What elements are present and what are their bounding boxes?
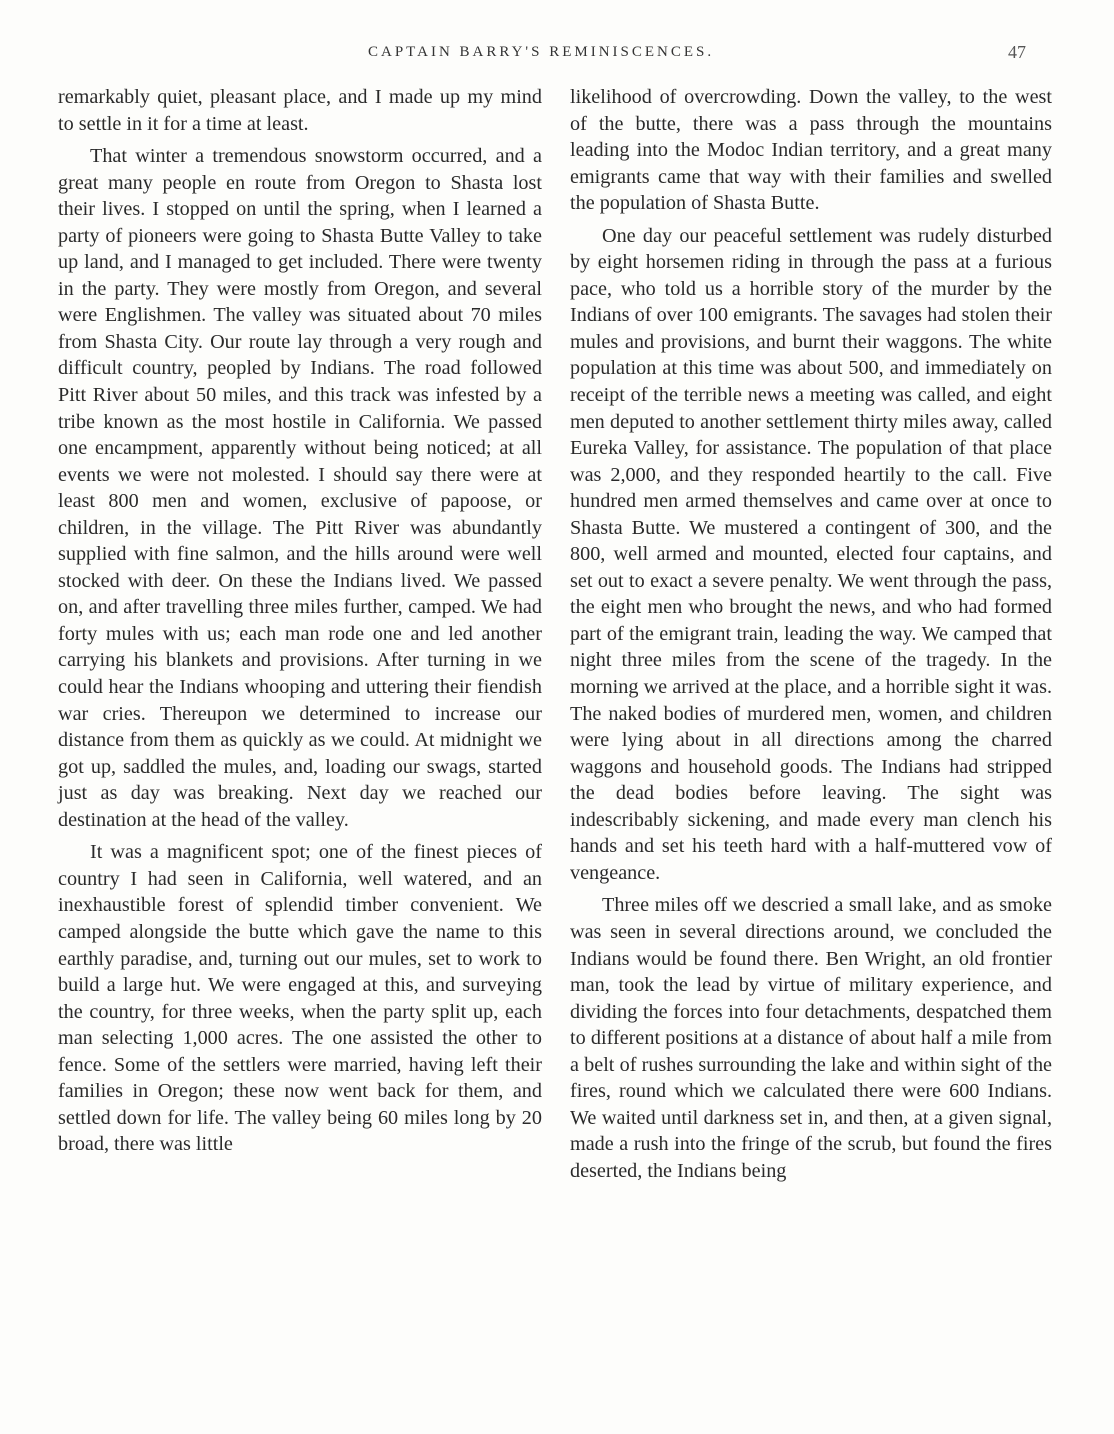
page-number: 47 — [1008, 42, 1026, 62]
paragraph: likelihood of overcrowding. Down the valley, to the west of the butte, there was a pass through the mountains leading into the Modoc Indian territory, and a great many emigrants came that way with their families and swelled the population of Shasta Butte. — [570, 86, 1052, 215]
paragraph: It was a magnificent spot; one of the finest pieces of country I had seen in California, well watered, and an inexhaustible forest of splendid timber convenient. We camped alongside the butte which gave the name to this earthly paradise, and, turning out our mules, set to work to build a large hut. We were engaged at this, and surveying the country, for three weeks, when the party split up, each man selecting 1,000 acres. The one assisted the other to fence. Some of the settlers were married, having left their families in Oregon; these now went back for them, and settled down for life. The valley being 60 miles long by 20 broad, there was little — [58, 841, 542, 1156]
page-header — [0, 38, 1114, 68]
running-title: CAPTAIN BARRY'S REMINISCENCES. — [368, 44, 715, 60]
left-column — [58, 84, 542, 1158]
paragraph: One day our peaceful settlement was rudely disturbed by eight horsemen riding in through the pass at a furious pace, who told us a horrible story of the murder by the Indians of over 100 emigrants. The savages had stolen their mules and provisions, and burnt their waggons. The white population at this time was about 500, and immediately on receipt of the terrible news a meeting was called, and eight men deputed to another settlement thirty miles away, called Eureka Valley, for assistance. The population of that place was 2,000, and they responded heartily to the call. Five hundred men armed themselves and came over at once to Shasta Butte. We mustered a contingent of 300, and the 800, well armed and mounted, elected four captains, and set out to exact a severe penalty. We went through the pass, the eight men who brought the news, and who had formed part of the emigrant train, leading the way. We camped that night three miles from the scene of the tragedy. In the morning we arrived at the place, and a horrible sight it was. The naked bodies of murdered men, women, and children were lying about in all directions among the charred waggons and household goods. The Indians had stripped the dead bodies before leaving. The sight was indescribably sickening, and made every man clench his hands and set his teeth hard with a half-muttered vow of vengeance. — [570, 224, 1052, 884]
paragraph: Three miles off we descried a small lake, and as smoke was seen in several directions around, we concluded the Indians would be found there. Ben Wright, an old frontier man, took the lead by virtue of military experience, and dividing the forces into four detachments, despatched them to different positions at a distance of about half a mile from a belt of rushes surrounding the lake and within sight of the fires, round which we calculated there were 600 Indians. We waited until darkness set in, and then, at a given signal, made a rush into the fringe of the scrub, but found the fires deserted, the Indians being — [570, 894, 1052, 1182]
paragraph: That winter a tremendous snowstorm occurred, and a great many people en route from Oregon to Shasta lost their lives. I stopped on until the spring, when I learned a party of pioneers were going to Shasta Butte Valley to take up land, and I managed to get included. There were twenty in the party. They were mostly from Oregon, and several were Englishmen. The valley was situated about 70 miles from Shasta City. Our route lay through a very rough and difficult country, peopled by Indians. The road followed Pitt River about 50 miles, and this track was infested by a tribe known as the most hostile in California. We passed one encampment, apparently without being noticed; at all events we were not molested. I should say there were at least 800 men and women, exclusive of papoose, or children, in the village. The Pitt River was abundantly supplied with fine salmon, and the hills around were well stocked with deer. On these the Indians lived. We passed on, and after travelling three miles further, camped. We had forty mules with us; each man rode one and led another carrying his blankets and provisions. After turning in we could hear the Indians whooping and uttering their fiendish war cries. Thereupon we determined to increase our distance from them as quickly as we could. At midnight we got up, saddled the mules, and, loading our swags, started just as day was breaking. Next day we reached our destination at the head of the valley. — [58, 145, 542, 831]
paragraph: remarkably quiet, pleasant place, and I made up my mind to settle in it for a time at least. — [58, 86, 542, 135]
right-column — [570, 84, 1052, 1184]
